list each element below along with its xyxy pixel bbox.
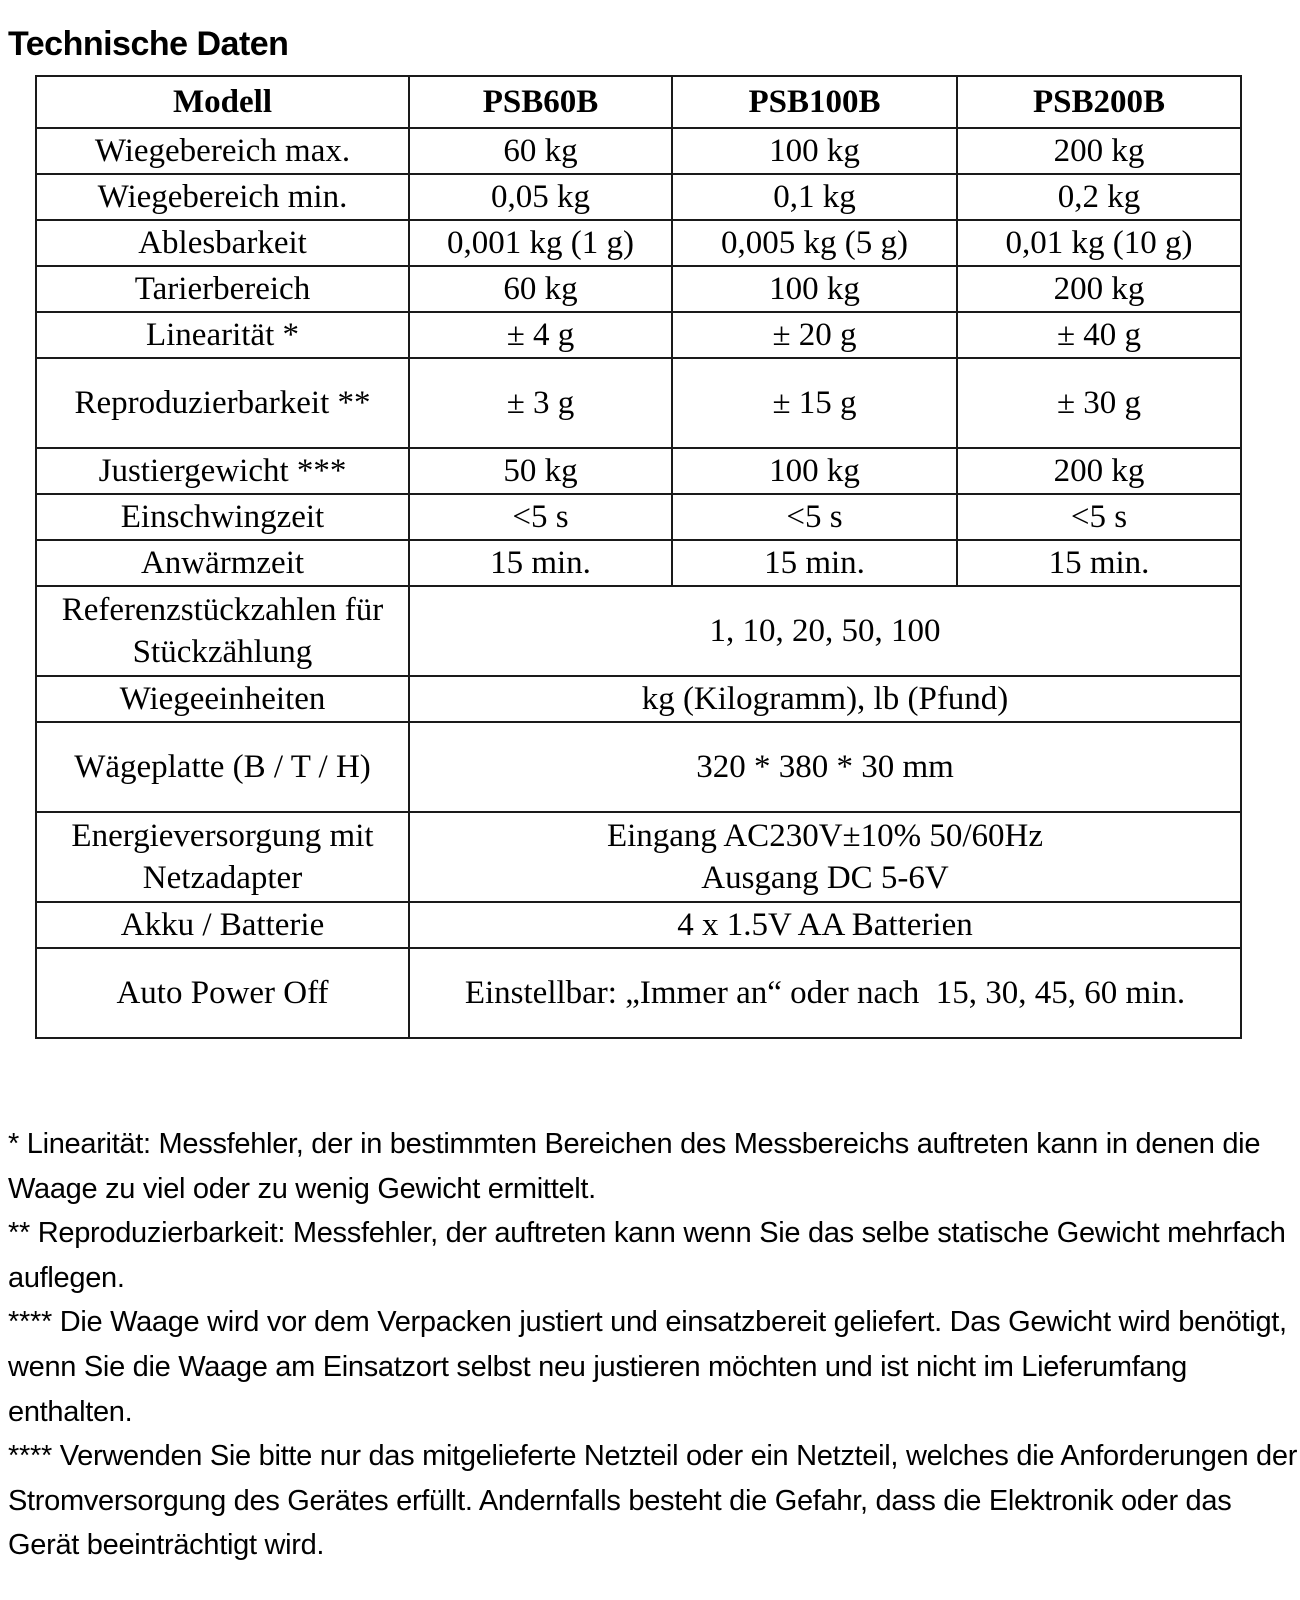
row-label: Anwärmzeit [36,540,409,586]
row-label: Wiegeeinheiten [36,676,409,722]
footnotes [8,1122,1298,1568]
table-row [36,358,1241,448]
cell-value: 50 kg [409,448,672,494]
cell-value-merged: 1, 10, 20, 50, 100 [409,586,1241,676]
cell-value: ± 3 g [409,358,672,448]
cell-value-merged: kg (Kilogramm), lb (Pfund) [409,676,1241,722]
cell-value-merged: 4 x 1.5V AA Batterien [409,902,1241,948]
cell-value: <5 s [409,494,672,540]
power-input-line: Eingang AC230V±10% 50/60Hz [606,818,1044,854]
cell-value: 0,1 kg [672,174,957,220]
row-label: Ablesbarkeit [36,220,409,266]
power-output-line: Ausgang DC 5-6V [701,860,949,896]
cell-value: 0,001 kg (1 g) [409,220,672,266]
row-label: Akku / Batterie [36,902,409,948]
table-row [36,540,1241,586]
row-label: Linearität * [36,312,409,358]
cell-value: ± 40 g [957,312,1241,358]
row-label: Tarierbereich [36,266,409,312]
table-row [36,174,1241,220]
cell-value: ± 15 g [672,358,957,448]
footnote-linearity: * Linearität: Messfehler, der in bestimmten Bereichen des Messbereichs auftreten kann in denen die Waage zu viel oder zu wenig Gewicht ermittelt. [8,1128,1261,1205]
cell-value: ± 20 g [672,312,957,358]
spec-table [35,75,1242,1039]
table-row [36,128,1241,174]
cell-value: 15 min. [672,540,957,586]
cell-value: 200 kg [957,266,1241,312]
cell-value: 60 kg [409,266,672,312]
cell-value-merged: Einstellbar: „Immer an“ oder nach 15, 30, 45, 60 min. [409,948,1241,1038]
cell-value-merged [409,812,1241,902]
cell-value: 60 kg [409,128,672,174]
cell-value: <5 s [957,494,1241,540]
row-label: Referenzstückzahlen für Stückzählung [36,586,409,676]
table-row-merged [36,812,1241,902]
table-row-merged [36,586,1241,676]
table-row [36,312,1241,358]
row-label: Justiergewicht *** [36,448,409,494]
table-row [36,220,1241,266]
cell-value: 0,005 kg (5 g) [672,220,957,266]
row-label: Wiegebereich max. [36,128,409,174]
cell-value: 0,2 kg [957,174,1241,220]
table-row [36,494,1241,540]
table-row [36,448,1241,494]
footnote-power-supply: **** Verwenden Sie bitte nur das mitgelieferte Netzteil oder ein Netzteil, welches die Anforderungen der Stromversorgung des Gerätes erfüllt. Andernfalls besteht die Gefahr, dass die Elektronik oder das Gerät beeinträchtigt wird. [8,1440,1298,1562]
table-row-merged [36,722,1241,812]
cell-value: ± 4 g [409,312,672,358]
row-label: Reproduzierbarkeit ** [36,358,409,448]
cell-value: <5 s [672,494,957,540]
column-header-psb200b: PSB200B [957,76,1241,128]
table-row-merged [36,902,1241,948]
cell-value: 15 min. [409,540,672,586]
cell-value: 0,01 kg (10 g) [957,220,1241,266]
column-header-psb100b: PSB100B [672,76,957,128]
cell-value: 100 kg [672,128,957,174]
cell-value: 15 min. [957,540,1241,586]
page-title: Technische Daten [8,24,289,63]
table-header-row [36,76,1241,128]
row-label: Einschwingzeit [36,494,409,540]
row-label: Auto Power Off [36,948,409,1038]
column-header-psb60b: PSB60B [409,76,672,128]
row-label: Energieversorgung mit Netzadapter [36,812,409,902]
column-header-model: Modell [36,76,409,128]
cell-value-merged: 320 * 380 * 30 mm [409,722,1241,812]
cell-value: 100 kg [672,448,957,494]
row-label: Wiegebereich min. [36,174,409,220]
table-row-merged [36,948,1241,1038]
table-row [36,266,1241,312]
cell-value: 100 kg [672,266,957,312]
table-row-merged [36,676,1241,722]
cell-value: ± 30 g [957,358,1241,448]
row-label: Wägeplatte (B / T / H) [36,722,409,812]
cell-value: 0,05 kg [409,174,672,220]
cell-value: 200 kg [957,128,1241,174]
footnote-reproducibility: ** Reproduzierbarkeit: Messfehler, der auftreten kann wenn Sie das selbe statische Gewicht mehrfach auflegen. [8,1217,1286,1294]
cell-value: 200 kg [957,448,1241,494]
footnote-calibration-weight: **** Die Waage wird vor dem Verpacken justiert und einsatzbereit geliefert. Das Gewicht wird benötigt, wenn Sie die Waage am Einsatzort selbst neu justieren möchten und ist nicht im Lieferumfang enthalten. [8,1306,1287,1428]
